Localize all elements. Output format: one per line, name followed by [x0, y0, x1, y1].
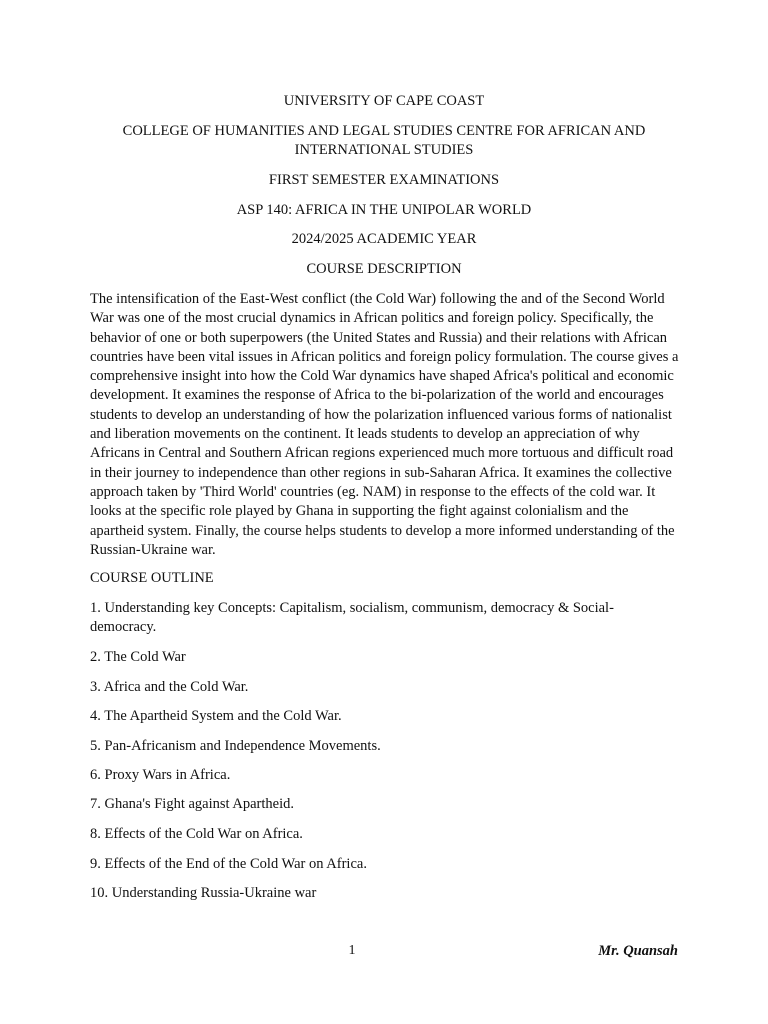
outline-item: 6. Proxy Wars in Africa. [90, 767, 231, 783]
outline-heading: COURSE OUTLINE [90, 570, 214, 586]
course-description: The intensification of the East-West conflict (the Cold War) following the and of the Second World War was one of the most crucial dynamics in African politics and foreign policy. Specifically, the behavior of one or both superpowers (the United States and Russia) and their relations with African countries have been vital issues in African politics and foreign policy formulation. The course gives a comprehensive insight into how the Cold War dynamics have shaped Africa's political and economic development. It examines the response of Africa to the bi-polarization of the world and encourages students to develop an understanding of how the polarization influenced various forms of nationalist and liberation movements on the continent. It leads students to develop an appreciation of why Africans in Central and Southern African regions experienced much more tortuous and difficult road in their journey to independence than other regions in sub-Saharan Africa. It examines the collective approach taken by 'Third World' countries (eg. NAM) in response to the effects of the cold war. It looks at the specific role played by Ghana in supporting the fight against colonialism and the apartheid system. Finally, the course helps students to develop a more informed understanding of the Russian-Ukraine war. [90, 291, 679, 558]
outline-item: 5. Pan-Africanism and Independence Movements. [90, 738, 381, 754]
college-title: COLLEGE OF HUMANITIES AND LEGAL STUDIES CENTRE FOR AFRICAN AND INTERNATIONAL STUDIES [122, 123, 646, 158]
outline-item: 9. Effects of the End of the Cold War on Africa. [90, 856, 367, 872]
academic-year: 2024/2025 ACADEMIC YEAR [291, 231, 477, 247]
university-title: UNIVERSITY OF CAPE COAST [283, 93, 485, 109]
outline-item: 8. Effects of the Cold War on Africa. [90, 826, 303, 842]
outline-item: 2. The Cold War [90, 649, 186, 665]
section-title: COURSE DESCRIPTION [306, 261, 462, 277]
outline-item: 4. The Apartheid System and the Cold War. [90, 708, 342, 724]
page-number: 1 [348, 943, 356, 958]
outline-item: 3. Africa and the Cold War. [90, 679, 249, 695]
author-name: Mr. Quansah [598, 943, 678, 959]
course-title: ASP 140: AFRICA IN THE UNIPOLAR WORLD [236, 202, 532, 218]
outline-item: 1. Understanding key Concepts: Capitalism, socialism, communism, democracy & Social-democracy. [90, 600, 614, 636]
outline-item: 10. Understanding Russia-Ukraine war [90, 885, 317, 901]
exam-title: FIRST SEMESTER EXAMINATIONS [268, 172, 500, 188]
outline-item: 7. Ghana's Fight against Apartheid. [90, 796, 294, 812]
